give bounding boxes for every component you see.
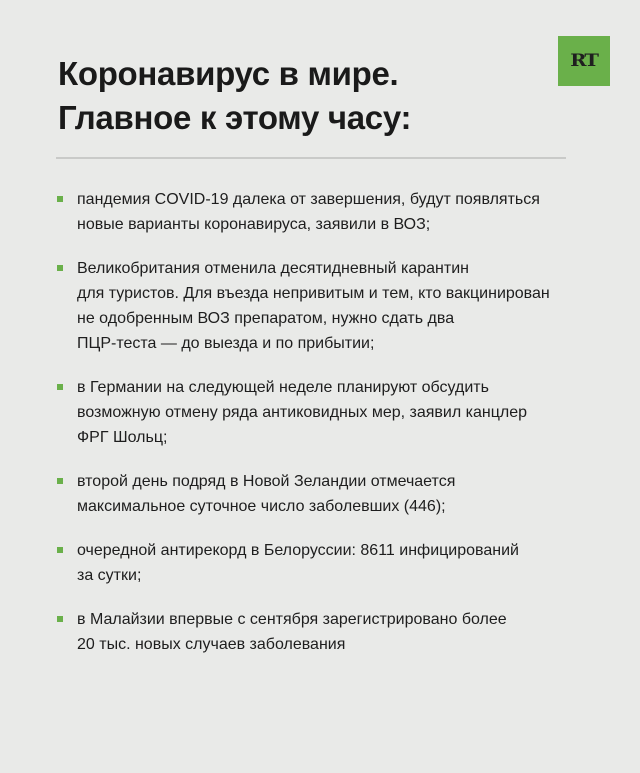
news-item-text	[77, 538, 617, 588]
news-item-line: новые варианты коронавируса, заявили в ВОЗ;	[77, 216, 431, 233]
news-item-line: в Малайзии впервые с сентября зарегистрировано более	[77, 611, 507, 628]
news-item	[57, 538, 617, 588]
news-item-line: не одобренным ВОЗ препаратом, нужно сдать два	[77, 310, 455, 327]
news-item	[57, 187, 617, 237]
headline	[58, 52, 411, 140]
news-item-line: за сутки;	[77, 567, 142, 584]
news-item-line: максимальное суточное число заболевших (446);	[77, 498, 446, 515]
rt-logo-text: RT	[570, 51, 598, 71]
news-item-line: возможную отмену ряда антиковидных мер, заявил канцлер	[77, 404, 528, 421]
news-item-text	[77, 375, 617, 450]
news-item-line: очередной антирекорд в Белоруссии: 8611 инфицирований	[77, 542, 519, 559]
news-item	[57, 375, 617, 450]
title-divider	[56, 157, 566, 159]
headline-line-2: Главное к этому часу:	[58, 99, 412, 136]
news-item-text	[77, 256, 617, 356]
bullet-marker-icon	[57, 384, 63, 390]
news-item-line: 20 тыс. новых случаев заболевания	[77, 636, 346, 653]
news-item-line: ПЦР-теста — до выезда и по прибытии;	[77, 335, 375, 352]
news-item-text	[77, 187, 617, 237]
news-list	[57, 187, 617, 676]
bullet-marker-icon	[57, 478, 63, 484]
news-item	[57, 607, 617, 657]
news-item-line: для туристов. Для въезда непривитым и тем, кто вакцинирован	[77, 285, 550, 302]
news-item-line: в Германии на следующей неделе планируют обсудить	[77, 379, 489, 396]
bullet-marker-icon	[57, 265, 63, 271]
bullet-marker-icon	[57, 547, 63, 553]
bullet-marker-icon	[57, 616, 63, 622]
news-item	[57, 469, 617, 519]
headline-line-1: Коронавирус в мире.	[58, 55, 399, 92]
news-item-line: пандемия COVID-19 далека от завершения, будут появляться	[77, 191, 540, 208]
news-item-line: второй день подряд в Новой Зеландии отмечается	[77, 473, 456, 490]
news-item	[57, 256, 617, 356]
news-item-text	[77, 469, 617, 519]
news-item-text	[77, 607, 617, 657]
bullet-marker-icon	[57, 196, 63, 202]
rt-logo	[558, 36, 610, 86]
news-item-line: ФРГ Шольц;	[77, 429, 168, 446]
news-item-line: Великобритания отменила десятидневный карантин	[77, 260, 469, 277]
